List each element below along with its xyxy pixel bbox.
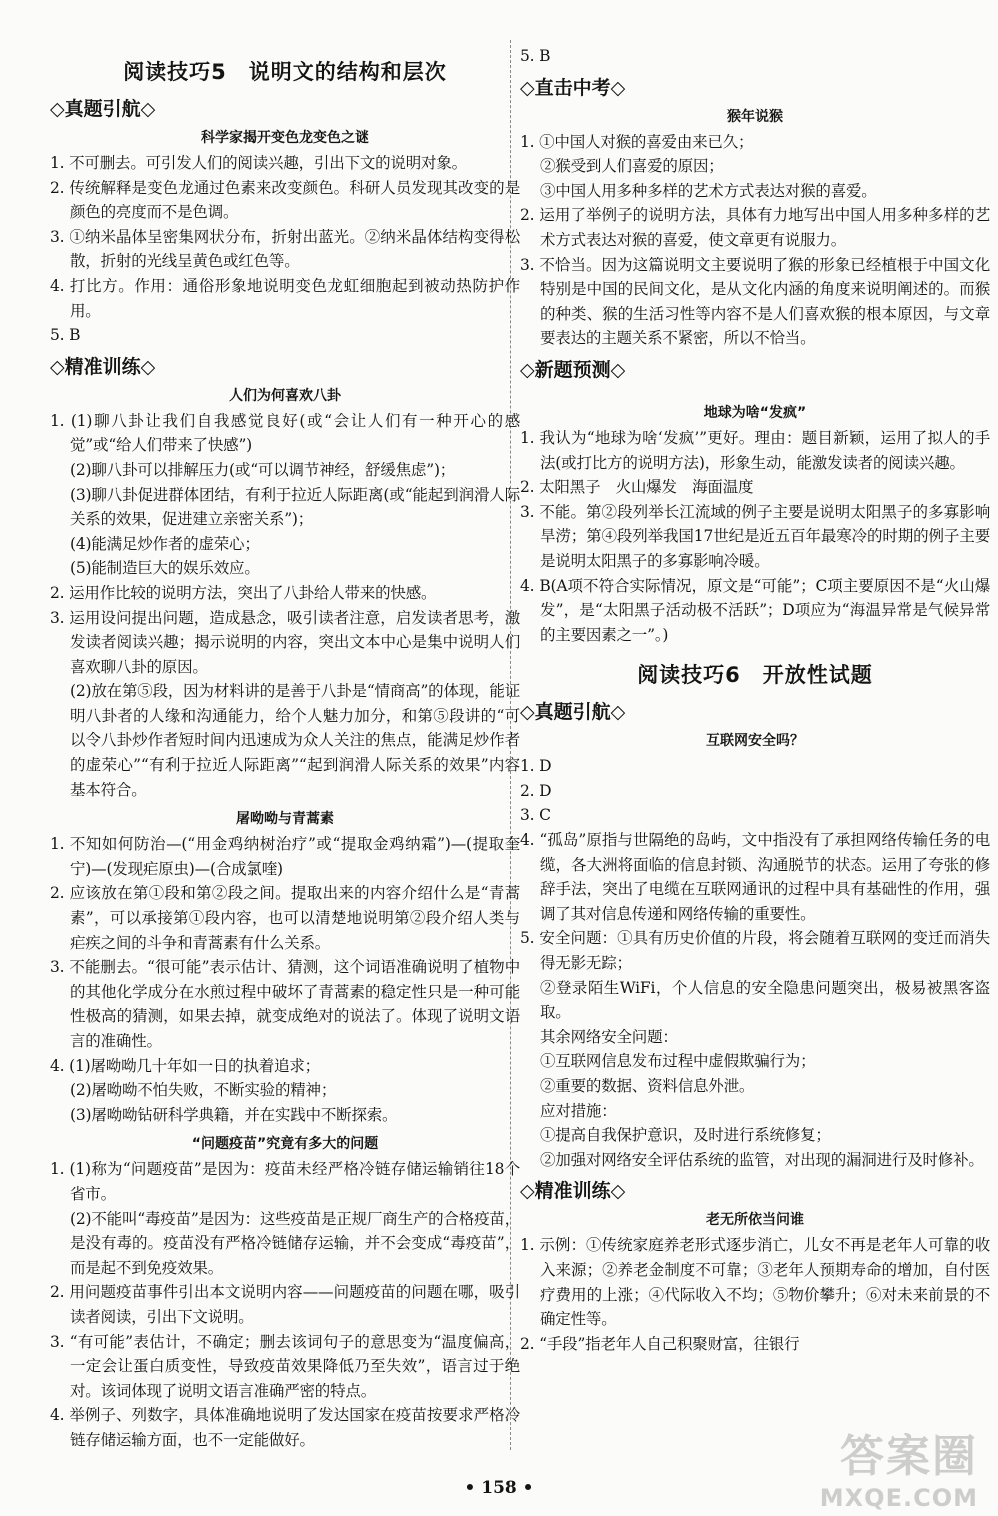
section-heading: ◇新题预测◇ xyxy=(520,358,626,381)
answer-item: 4. 打比方。作用：通俗形象地说明变色龙虹细胞起到被动热防护作用。 xyxy=(50,276,520,320)
section-heading: ◇真题引航◇ xyxy=(520,701,626,724)
answer-item: 5. B xyxy=(50,326,81,345)
answer-item: 1. 不可删去。可引发人们的阅读兴趣，引出下文的说明对象。 xyxy=(50,154,467,172)
answer-item: 1. ①中国人对猴的喜爱由来已久； xyxy=(520,132,754,151)
answer-item: 2. D xyxy=(520,781,552,800)
section-heading: ◇精准训练◇ xyxy=(520,1180,626,1203)
answer-item: 应对措施： xyxy=(540,1101,617,1120)
answer-item: 2. 运用了举例子的说明方法，具体有力地写出中国人用多种多样的艺术方式表达对猴的喜爱，使文章更有说服力。 xyxy=(520,206,990,249)
answer-item: 2. 用问题疫苗事件引出本文说明内容——问题疫苗的问题在哪，吸引读者阅读，引出下文说明。 xyxy=(50,1283,520,1326)
answer-item: 3. ①纳米晶体呈密集网状分布，折射出蓝光。②纳米晶体结构变得松散，折射的光线呈黄色或红色等。 xyxy=(50,227,520,271)
answer-item: 4. 举例子、列数字，具体准确地说明了发达国家在疫苗按要求严格冷链存储运输方面，也不一定能做好。 xyxy=(50,1406,520,1449)
article-title: 屠呦呦与青蒿素 xyxy=(236,811,334,828)
answer-item: 3. 不恰当。因为这篇说明文主要说明了猴的形象已经植根于中国文化特别是中国的民间文化，是从文化内涵的角度来说明阐述的。而猴的种类、猴的生活习性等内容不是人们喜欢猴的根本原因，与文章要表达的主题关系不紧密，所以不恰当。 xyxy=(520,255,990,348)
answer-item: 3. 运用设问提出问题，造成悬念，吸引读者注意，启发读者思考，激发读者阅读兴趣；揭示说明的内容，突出文本中心是集中说明人们喜欢聊八卦的原因。 xyxy=(50,608,520,676)
answer-item: 2. “手段”指老年人自己积聚财富，往银行 xyxy=(520,1334,800,1353)
answer-item: (2)聊八卦可以排解压力(或“可以调节神经，舒缓焦虑”)； xyxy=(70,460,456,479)
answer-item: ②猴受到人们喜爱的原因； xyxy=(540,157,724,176)
article-title: 科学家揭开变色龙变色之谜 xyxy=(201,130,369,146)
answer-item: 3. 不能。第②段列举长江流域的例子主要是说明太阳黑子的多寡影响旱涝；第④段列举我国17世纪是近五百年最寒冷的时期的例子主要是说明太阳黑子的多寡影响冷暖。 xyxy=(520,502,990,570)
answer-item: 5. 安全问题：①具有历史价值的片段，将会随着互联网的变迁而消失得无影无踪； xyxy=(520,929,990,973)
watermark-url: MXQE.COM xyxy=(819,1484,978,1512)
answer-item: 2. 运用作比较的说明方法，突出了八卦给人带来的快感。 xyxy=(50,583,437,602)
answer-item: ②登录陌生WiFi，个人信息的安全隐患问题突出，极易被黑客盗取。 xyxy=(540,978,990,1022)
answer-item: (2)屠呦呦不怕失败，不断实验的精神； xyxy=(70,1081,337,1100)
answer-item: 4. B(A项不符合实际情况，原文是“可能”；C项主要原因不是“火山爆发”，是“太阳黑子活动极不活跃”；D项应为“海温异常是气候异常的主要因素之一”。) xyxy=(520,576,990,644)
article-title: 互联网安全吗？ xyxy=(706,733,804,750)
section-heading: ◇精准训练◇ xyxy=(50,355,156,378)
article-title: 猴年说猴 xyxy=(727,108,783,125)
answer-item: ②重要的数据、资料信息外泄。 xyxy=(540,1077,755,1095)
answer-item: (2)不能叫“毒疫苗”是因为：这些疫苗是正规厂商生产的合格疫苗，是没有毒的。疫苗没有严格冷链储存运输，并不会变成“毒疫苗”，而是起不到免疫效果。 xyxy=(70,1209,520,1277)
answer-item: ①提高自我保护意识，及时进行系统修复； xyxy=(540,1126,831,1145)
section-heading: ◇直击中考◇ xyxy=(520,76,626,99)
answer-item: 3. “有可能”表估计，不确定；删去该词句子的意思变为“温度偏高，一定会让蛋白质变性，导致疫苗效果降低乃至失效”，语言过于绝对。该词体现了说明文语言准确严密的特点。 xyxy=(50,1332,520,1400)
article-title: 地球为啥“发疯” xyxy=(703,404,807,421)
answer-item: 4. “孤岛”原指与世隔绝的岛屿，文中指没有了承担网络传输任务的电缆，各大洲将面临的信息封锁、沟通脱节的状态。运用了夸张的修辞手法，突出了电缆在互联网通讯的过程中具有基础性的作用，强调了其对信息传递和网络传输的重要性。 xyxy=(520,831,990,923)
answer-item: ②加强对网络安全评估系统的监管，对出现的漏洞进行及时修补。 xyxy=(540,1150,984,1169)
answer-item: (3)屠呦呦钻研科学典籍，并在实践中不断探索。 xyxy=(70,1105,398,1124)
answer-item: 1. 示例：①传统家庭养老形式逐步消亡，儿女不再是老年人可靠的收入来源；②养老金制度不可靠；③老年人预期寿命的增加，自付医疗费用的上涨；④代际收入不均；⑤物价攀升；⑥对未来前景的不确定性等。 xyxy=(520,1236,990,1329)
page-number: • 158 • xyxy=(464,1478,534,1498)
answer-item: 1. (1)聊八卦让我们自我感觉良好(或“会让人们有一种开心的感觉”或“给人们带来了快感”) xyxy=(50,411,520,455)
answer-item: 2. 应该放在第①段和第②段之间。提取出来的内容介绍什么是“青蒿素”，可以承接第①段内容，也可以清楚地说明第②段介绍人类与疟疾之间的斗争和青蒿素有什么关系。 xyxy=(50,884,520,952)
right-column xyxy=(520,44,990,1356)
section-title: 阅读技巧6 开放性试题 xyxy=(637,663,873,688)
section-title: 阅读技巧5 说明文的结构和层次 xyxy=(123,60,447,84)
answer-item: (2)放在第⑤段，因为材料讲的是善于八卦是“情商高”的体现，能证明八卦者的人缘和沟通能力，给个人魅力加分，和第⑤段讲的“可以令八卦炒作者短时间内迅速成为众人关注的焦点，能满足炒作者的虚荣心”“有利于拉近人际距离”“起到润滑人际关系的效果”内容基本符合。 xyxy=(70,682,520,799)
answer-item: 1. D xyxy=(520,757,552,776)
answer-item: 1. 我认为“地球为啥‘发疯’”更好。理由：题目新颖，运用了拟人的手法(或打比方的说明方法)，形象生动，能激发读者的阅读兴趣。 xyxy=(520,428,990,472)
left-column xyxy=(50,44,520,1453)
answer-item: (5)能制造巨大的娱乐效应。 xyxy=(70,559,260,578)
answer-item: 1. 不知如何防治—(“用金鸡纳树治疗”或“提取金鸡纳霜”)—(提取奎宁)—(发现疟原虫)—(合成氯喹) xyxy=(50,835,520,878)
answer-item: 2. 传统解释是变色龙通过色素来改变颜色。科研人员发现其改变的是颜色的亮度而不是色调。 xyxy=(50,178,520,222)
answer-item: (3)聊八卦促进群体团结，有利于拉近人际距离(或“能起到润滑人际关系的效果，促进建立亲密关系”)； xyxy=(70,485,520,529)
article-title: 人们为何喜欢八卦 xyxy=(229,387,341,404)
article-title: 老无所依当问谁 xyxy=(706,1212,804,1229)
section-heading: ◇真题引航◇ xyxy=(50,98,156,120)
answer-item: 1. (1)称为“问题疫苗”是因为：疫苗未经严格冷链存储运输销往18个省市。 xyxy=(50,1160,520,1203)
watermark-logo xyxy=(778,1420,978,1510)
answer-item: 3. 不能删去。“很可能”表示估计、猜测，这个词语准确说明了植物中的其他化学成分在水煎过程中破坏了青蒿素的稳定性只是一种可能性极高的猜测，如果去掉，就变成绝对的说法了。体现了说明文语言的准确性。 xyxy=(50,958,520,1050)
answer-item: 其余网络安全问题： xyxy=(540,1027,678,1046)
answer-item: ①互联网信息发布过程中虚假欺骗行为； xyxy=(540,1052,816,1071)
answer-item: 4. (1)屠呦呦几十年如一日的执着追求； xyxy=(50,1056,320,1075)
answer-item: 3. C xyxy=(520,806,551,825)
answer-item: (4)能满足炒作者的虚荣心； xyxy=(70,534,260,553)
answer-item: 2. 太阳黑子 火山爆发 海面温度 xyxy=(520,478,754,497)
answer-item: ③中国人用多种多样的艺术方式表达对猴的喜爱。 xyxy=(540,181,877,200)
watermark-text: 答案圈 xyxy=(840,1431,978,1482)
article-title: “问题疫苗”究竟有多大的问题 xyxy=(191,1136,379,1153)
answer-item: 5. B xyxy=(520,47,551,65)
